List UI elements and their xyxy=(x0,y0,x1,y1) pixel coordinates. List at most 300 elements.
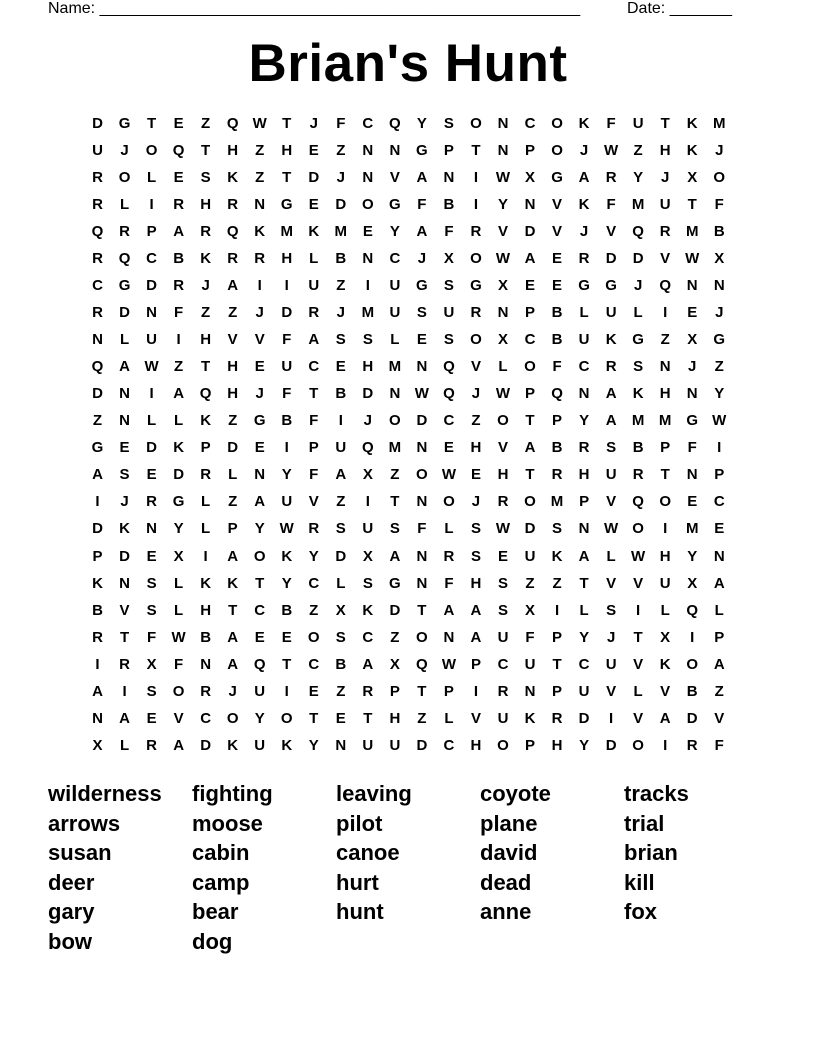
grid-cell: M xyxy=(631,412,645,430)
grid-cell: R xyxy=(578,439,590,457)
grid-cell: B xyxy=(443,196,455,214)
word-search-grid xyxy=(84,110,733,759)
grid-cell: D xyxy=(362,385,374,403)
grid-cell: I xyxy=(473,682,479,700)
grid-cell: N xyxy=(92,331,103,349)
grid-cell: A xyxy=(173,385,185,403)
grid-cell: N xyxy=(362,250,374,268)
grid-cell: U xyxy=(362,736,374,754)
grid-cell: G xyxy=(605,277,617,295)
grid-cell: N xyxy=(416,547,428,565)
grid-cell: Y xyxy=(281,466,292,484)
grid-cell: R xyxy=(308,520,320,538)
grid-cell: R xyxy=(605,358,617,376)
grid-cell: I xyxy=(365,277,370,295)
grid-cell: Q xyxy=(686,601,699,619)
grid-cell: X xyxy=(389,655,400,673)
grid-cell: B xyxy=(281,601,293,619)
grid-cell: S xyxy=(497,601,508,619)
grid-cell: D xyxy=(227,439,239,457)
word-bank-item: pilot xyxy=(336,810,383,836)
grid-cell: E xyxy=(254,628,265,646)
grid-cell: Z xyxy=(552,574,562,592)
grid-cell: T xyxy=(201,142,211,160)
grid-cell: S xyxy=(443,277,454,295)
grid-cell: R xyxy=(119,655,130,673)
grid-cell: D xyxy=(524,520,536,538)
grid-cell: A xyxy=(308,331,320,349)
grid-cell: W xyxy=(441,466,456,484)
grid-cell: J xyxy=(471,385,481,403)
grid-cell: J xyxy=(417,250,427,268)
grid-cell: I xyxy=(609,709,614,727)
grid-cell: V xyxy=(470,709,481,727)
grid-cell: C xyxy=(362,628,374,646)
word-bank-item: trial xyxy=(624,810,665,836)
grid-cell: D xyxy=(146,277,157,295)
grid-cell: P xyxy=(146,223,157,241)
grid-cell: J xyxy=(606,628,616,646)
grid-cell: C xyxy=(254,601,266,619)
grid-cell: H xyxy=(578,466,590,484)
grid-cell: N xyxy=(713,277,725,295)
grid-cell: S xyxy=(146,682,157,700)
grid-cell: W xyxy=(441,655,456,673)
grid-cell: Y xyxy=(579,412,590,430)
grid-cell: X xyxy=(497,331,508,349)
grid-cell: R xyxy=(173,196,185,214)
grid-cell: O xyxy=(416,628,428,646)
grid-row xyxy=(84,624,733,651)
grid-cell: N xyxy=(686,277,698,295)
grid-cell: R xyxy=(605,169,617,187)
grid-cell: N xyxy=(416,493,428,511)
grid-cell: G xyxy=(578,277,590,295)
grid-cell: H xyxy=(227,385,239,403)
word-bank-item: gary xyxy=(48,899,95,925)
grid-row xyxy=(84,434,733,461)
grid-cell: Q xyxy=(199,385,212,403)
grid-cell: E xyxy=(146,709,157,727)
grid-cell: P xyxy=(470,655,481,673)
grid-cell: C xyxy=(578,655,590,673)
grid-cell: D xyxy=(524,223,536,241)
grid-cell: E xyxy=(281,628,292,646)
grid-cell: U xyxy=(605,304,617,322)
grid-cell: W xyxy=(279,520,294,538)
grid-cell: K xyxy=(119,520,130,538)
grid-cell: U xyxy=(605,466,617,484)
grid-cell: O xyxy=(713,169,726,187)
grid-cell: F xyxy=(444,574,454,592)
grid-row xyxy=(84,353,733,380)
grid-cell: K xyxy=(200,412,212,430)
grid-cell: C xyxy=(443,412,455,430)
grid-cell: B xyxy=(686,682,698,700)
grid-cell: F xyxy=(174,304,184,322)
grid-row xyxy=(84,597,733,624)
word-bank-item: hurt xyxy=(336,869,379,895)
word-bank-item: arrows xyxy=(48,810,121,836)
grid-cell: G xyxy=(551,169,563,187)
grid-cell: J xyxy=(201,277,210,295)
grid-cell: Z xyxy=(417,709,427,727)
date-field-label: Date: _______ xyxy=(627,0,732,17)
grid-cell: N xyxy=(200,655,212,673)
grid-cell: P xyxy=(525,736,536,754)
grid-cell: R xyxy=(578,250,590,268)
grid-cell: Q xyxy=(91,358,104,376)
grid-cell: A xyxy=(119,358,130,376)
grid-cell: Y xyxy=(579,628,590,646)
grid-cell: X xyxy=(687,331,698,349)
grid-cell: C xyxy=(713,493,725,511)
grid-cell: F xyxy=(714,196,724,214)
grid-cell: P xyxy=(227,520,238,538)
grid-cell: A xyxy=(443,601,455,619)
grid-cell: O xyxy=(145,142,158,160)
grid-cell: Y xyxy=(308,736,319,754)
grid-cell: W xyxy=(414,385,429,403)
grid-cell: T xyxy=(282,655,292,673)
grid-cell: U xyxy=(443,304,455,322)
grid-cell: Z xyxy=(525,574,535,592)
grid-cell: R xyxy=(551,466,563,484)
grid-cell: X xyxy=(362,466,373,484)
grid-cell: U xyxy=(254,736,266,754)
grid-row xyxy=(84,732,733,759)
grid-cell: X xyxy=(687,574,698,592)
grid-cell: K xyxy=(551,547,563,565)
grid-cell: S xyxy=(119,466,130,484)
grid-cell: Z xyxy=(92,412,103,430)
grid-cell: A xyxy=(227,547,239,565)
grid-cell: J xyxy=(120,142,129,160)
grid-cell: I xyxy=(473,169,479,187)
grid-cell: M xyxy=(712,115,726,132)
grid-cell: V xyxy=(633,655,644,673)
grid-cell: K xyxy=(227,169,239,187)
grid-cell: D xyxy=(605,736,617,754)
grid-row xyxy=(84,705,733,732)
grid-cell: E xyxy=(362,223,373,241)
grid-cell: Z xyxy=(714,358,724,376)
grid-cell: X xyxy=(525,601,536,619)
grid-cell: K xyxy=(92,574,103,592)
grid-cell: B xyxy=(713,223,725,241)
grid-cell: K xyxy=(227,736,239,754)
grid-cell: H xyxy=(659,547,671,565)
grid-cell: D xyxy=(92,385,103,403)
grid-cell: W xyxy=(631,547,646,565)
grid-cell: O xyxy=(524,358,536,376)
grid-cell: U xyxy=(254,682,266,700)
grid-cell: A xyxy=(605,385,617,403)
grid-cell: T xyxy=(687,196,697,214)
grid-cell: K xyxy=(308,223,320,241)
grid-cell: W xyxy=(495,250,511,268)
word-bank-item: coyote xyxy=(480,781,551,806)
grid-cell: M xyxy=(334,223,348,241)
grid-row xyxy=(84,407,733,434)
grid-cell: H xyxy=(470,439,482,457)
grid-cell: X xyxy=(497,277,508,295)
grid-cell: R xyxy=(146,736,157,754)
grid-cell: U xyxy=(389,736,401,754)
grid-cell: N xyxy=(443,628,455,646)
grid-cell: O xyxy=(118,169,131,187)
grid-cell: G xyxy=(389,574,401,592)
grid-cell: R xyxy=(497,493,509,511)
grid-cell: S xyxy=(335,331,346,349)
grid-cell: W xyxy=(604,142,619,160)
grid-cell: Z xyxy=(660,331,670,349)
grid-cell: I xyxy=(636,601,641,619)
grid-cell: D xyxy=(335,196,347,214)
name-field-label: Name: ______________________________________________________ xyxy=(48,0,581,17)
grid-cell: O xyxy=(470,331,482,349)
grid-cell: T xyxy=(146,115,157,132)
grid-cell: O xyxy=(551,115,563,132)
grid-cell: D xyxy=(200,736,212,754)
grid-cell: H xyxy=(551,736,563,754)
grid-row xyxy=(84,461,733,488)
grid-row xyxy=(84,245,733,272)
grid-cell: V xyxy=(497,223,508,241)
grid-cell: X xyxy=(92,736,103,754)
grid-cell: N xyxy=(686,385,698,403)
grid-cell: T xyxy=(525,466,535,484)
grid-cell: S xyxy=(470,520,481,538)
grid-cell: Y xyxy=(254,709,265,727)
grid-cell: P xyxy=(525,142,536,160)
grid-cell: Q xyxy=(226,223,239,241)
grid-cell: R xyxy=(659,223,671,241)
grid-cell: Z xyxy=(390,628,400,646)
grid-cell: N xyxy=(416,574,428,592)
grid-cell: A xyxy=(524,250,536,268)
grid-cell: I xyxy=(95,655,100,673)
grid-cell: S xyxy=(335,628,346,646)
grid-cell: A xyxy=(659,709,671,727)
grid-cell: B xyxy=(335,250,347,268)
grid-cell: L xyxy=(444,709,454,727)
grid-cell: B xyxy=(281,412,293,430)
grid-cell: G xyxy=(686,412,699,430)
word-bank-item: david xyxy=(480,840,538,866)
grid-cell: G xyxy=(416,142,428,160)
grid-cell: F xyxy=(174,655,184,673)
grid-cell: H xyxy=(281,142,293,160)
grid-cell: S xyxy=(606,439,617,457)
grid-cell: N xyxy=(119,574,130,592)
word-bank-item: plane xyxy=(480,810,538,836)
grid-cell: D xyxy=(92,115,103,132)
grid-cell: U xyxy=(281,358,293,376)
word-bank-item: fighting xyxy=(192,781,273,806)
grid-cell: A xyxy=(389,547,401,565)
grid-cell: A xyxy=(173,223,185,241)
grid-cell: L xyxy=(146,412,157,430)
grid-cell: M xyxy=(685,520,699,538)
grid-cell: J xyxy=(579,223,589,241)
grid-row xyxy=(84,272,733,299)
grid-cell: S xyxy=(443,331,454,349)
grid-cell: O xyxy=(172,682,185,700)
grid-cell: L xyxy=(579,601,589,619)
grid-cell: Z xyxy=(633,142,643,160)
grid-row xyxy=(84,651,733,678)
grid-cell: P xyxy=(552,628,563,646)
grid-cell: M xyxy=(631,196,645,214)
grid-cell: A xyxy=(227,655,239,673)
grid-cell: L xyxy=(660,601,670,619)
grid-cell: E xyxy=(308,682,319,700)
grid-cell: P xyxy=(92,547,103,565)
grid-cell: I xyxy=(203,547,208,565)
grid-cell: N xyxy=(713,547,725,565)
grid-cell: O xyxy=(659,493,671,511)
grid-cell: D xyxy=(173,466,185,484)
grid-cell: M xyxy=(685,223,699,241)
grid-cell: I xyxy=(284,682,289,700)
grid-cell: O xyxy=(280,709,293,727)
grid-cell: V xyxy=(389,169,400,187)
grid-cell: T xyxy=(660,466,670,484)
grid-cell: E xyxy=(335,358,346,376)
grid-cell: S xyxy=(443,115,454,132)
grid-cell: Z xyxy=(228,493,238,511)
grid-cell: O xyxy=(686,655,699,673)
grid-cell: H xyxy=(389,709,401,727)
grid-cell: Q xyxy=(416,655,428,673)
grid-cell: C xyxy=(308,358,320,376)
grid-cell: Q xyxy=(226,115,239,132)
grid-cell: N xyxy=(443,169,455,187)
grid-cell: L xyxy=(498,358,508,376)
grid-cell: Q xyxy=(443,358,455,376)
grid-cell: E xyxy=(443,439,454,457)
grid-cell: Z xyxy=(201,304,211,322)
grid-cell: I xyxy=(284,277,289,295)
grid-cell: H xyxy=(200,331,212,349)
grid-cell: O xyxy=(416,466,428,484)
grid-cell: L xyxy=(174,574,184,592)
grid-cell: J xyxy=(255,304,264,322)
grid-cell: R xyxy=(92,250,103,268)
grid-cell: Z xyxy=(336,277,346,295)
grid-cell: P xyxy=(660,439,671,457)
grid-cell: N xyxy=(254,466,266,484)
grid-cell: Q xyxy=(659,277,671,295)
grid-cell: V xyxy=(497,439,508,457)
grid-cell: U xyxy=(578,682,590,700)
grid-cell: X xyxy=(660,628,671,646)
grid-cell: G xyxy=(280,196,293,214)
word-bank-item: bow xyxy=(48,929,92,954)
grid-cell: D xyxy=(146,439,157,457)
grid-cell: J xyxy=(715,304,724,322)
grid-cell: J xyxy=(715,142,724,160)
grid-cell: W xyxy=(144,358,159,376)
grid-cell: V xyxy=(714,709,725,727)
grid-row xyxy=(84,110,733,137)
grid-cell: A xyxy=(713,574,725,592)
grid-cell: K xyxy=(578,115,590,132)
grid-cell: I xyxy=(554,601,560,619)
word-bank-item: wilderness xyxy=(48,781,162,806)
grid-cell: L xyxy=(606,547,616,565)
grid-cell: T xyxy=(309,709,319,727)
grid-cell: I xyxy=(663,736,668,754)
grid-cell: A xyxy=(362,655,374,673)
grid-cell: M xyxy=(658,412,672,430)
word-bank-item: susan xyxy=(48,840,112,866)
grid-cell: N xyxy=(92,709,103,727)
grid-cell: I xyxy=(473,196,479,214)
grid-cell: R xyxy=(227,250,239,268)
grid-cell: W xyxy=(171,628,186,646)
grid-cell: F xyxy=(525,628,535,646)
grid-cell: S xyxy=(389,520,400,538)
grid-cell: I xyxy=(122,682,127,700)
grid-cell: H xyxy=(227,142,239,160)
grid-cell: C xyxy=(308,655,320,673)
grid-cell: Z xyxy=(390,466,400,484)
grid-cell: R xyxy=(146,493,157,511)
grid-cell: T xyxy=(579,574,589,592)
grid-cell: Y xyxy=(254,520,265,538)
grid-cell: L xyxy=(633,304,643,322)
grid-cell: N xyxy=(119,385,130,403)
grid-cell: K xyxy=(686,115,698,132)
grid-cell: L xyxy=(633,682,643,700)
grid-cell: Z xyxy=(309,601,319,619)
grid-cell: C xyxy=(362,115,374,132)
page-title: Brian's Hunt xyxy=(248,34,568,93)
grid-cell: M xyxy=(280,223,293,241)
grid-cell: Z xyxy=(255,142,265,160)
grid-cell: S xyxy=(552,520,563,538)
grid-cell: P xyxy=(443,142,454,160)
grid-row xyxy=(84,543,733,570)
grid-cell: U xyxy=(146,331,157,349)
grid-cell: T xyxy=(525,412,535,430)
grid-cell: L xyxy=(201,520,211,538)
grid-cell: N xyxy=(659,358,671,376)
grid-cell: K xyxy=(281,547,293,565)
grid-cell: B xyxy=(173,250,185,268)
grid-cell: N xyxy=(578,520,590,538)
grid-cell: U xyxy=(92,142,103,160)
grid-cell: Z xyxy=(336,142,346,160)
grid-cell: Q xyxy=(443,385,455,403)
grid-cell: U xyxy=(389,277,401,295)
grid-cell: K xyxy=(578,196,590,214)
grid-cell: G xyxy=(253,412,266,430)
word-bank-item: dog xyxy=(192,929,233,954)
grid-cell: H xyxy=(227,358,239,376)
grid-cell: A xyxy=(470,601,482,619)
grid-cell: Y xyxy=(633,169,644,187)
grid-row xyxy=(84,570,733,597)
grid-cell: I xyxy=(663,520,668,538)
grid-cell: O xyxy=(497,412,509,430)
grid-cell: R xyxy=(92,196,103,214)
grid-cell: J xyxy=(309,115,318,132)
word-bank-item: brian xyxy=(624,840,678,866)
grid-cell: D xyxy=(416,736,428,754)
